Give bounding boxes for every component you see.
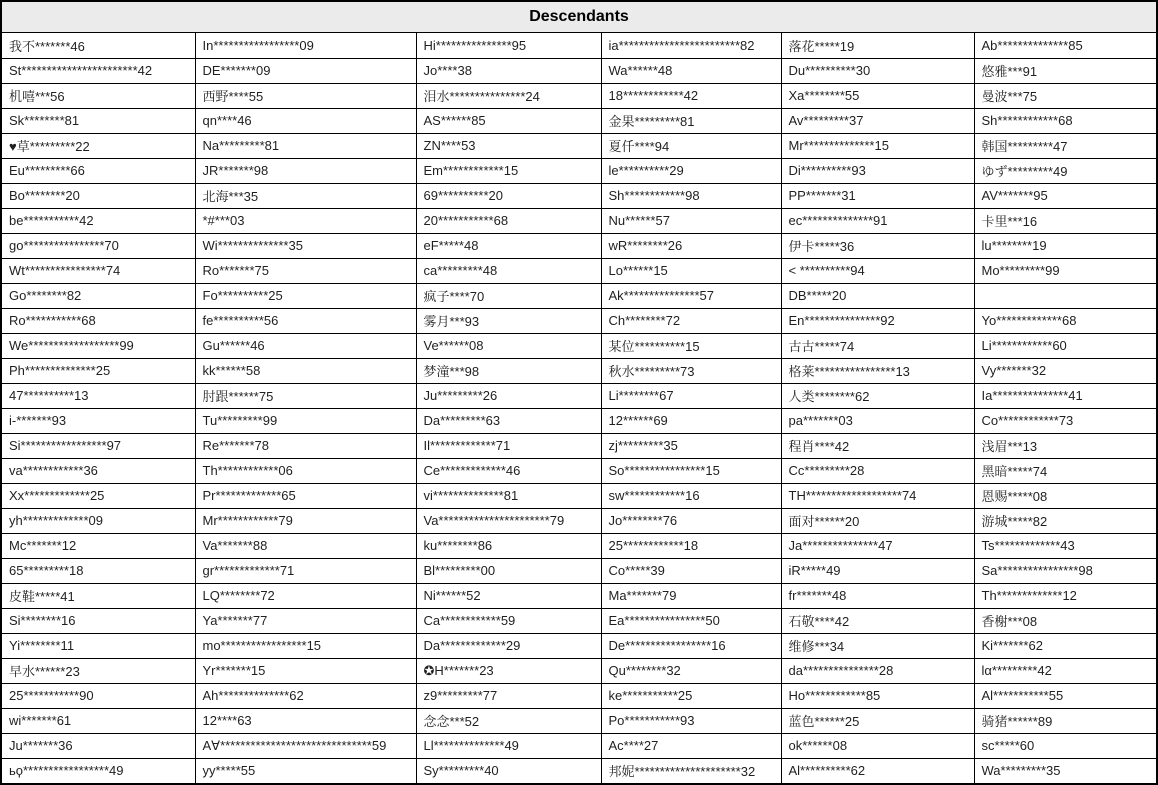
table-cell: ec**************91	[781, 208, 974, 233]
table-row	[2, 183, 1158, 208]
table-cell: Ho************85	[781, 683, 974, 708]
table-row	[2, 308, 1158, 333]
table-cell: Ma*******79	[601, 583, 781, 608]
table-cell: 梦潼***98	[416, 358, 601, 383]
table-cell: Th*************12	[974, 583, 1158, 608]
table-cell: z9*********77	[416, 683, 601, 708]
table-cell: 47**********13	[2, 383, 195, 408]
table-cell: Sh************68	[974, 108, 1158, 133]
table-cell: Xa********55	[781, 83, 974, 108]
table-cell: 雾月***93	[416, 308, 601, 333]
table-cell: wR********26	[601, 233, 781, 258]
table-cell: 游城*****82	[974, 508, 1158, 533]
table-cell: Mr************79	[195, 508, 416, 533]
table-cell: Sa****************98	[974, 558, 1158, 583]
table-cell: Vy*******32	[974, 358, 1158, 383]
table-cell: 卡里***16	[974, 208, 1158, 233]
table-cell: Lo******15	[601, 258, 781, 283]
table-cell: Yo*************68	[974, 308, 1158, 333]
table-cell: 早水******23	[2, 658, 195, 683]
table-cell: kk******58	[195, 358, 416, 383]
table-cell: JR*******98	[195, 158, 416, 183]
table-cell: eF*****48	[416, 233, 601, 258]
table-cell: Ts*************43	[974, 533, 1158, 558]
table-cell: Mr**************15	[781, 133, 974, 158]
table-row	[2, 758, 1158, 783]
table-cell: ku********86	[416, 533, 601, 558]
table-row	[2, 158, 1158, 183]
table-cell: De*****************16	[601, 633, 781, 658]
table-row	[2, 533, 1158, 558]
panel-title: Descendants	[529, 8, 629, 25]
table-cell: Va*******88	[195, 533, 416, 558]
table-cell: Yi********11	[2, 633, 195, 658]
table-cell: Jo****38	[416, 58, 601, 83]
table-cell: 12******69	[601, 408, 781, 433]
table-cell: 18************42	[601, 83, 781, 108]
table-row	[2, 133, 1158, 158]
table-cell: Jo********76	[601, 508, 781, 533]
table-cell: 人类********62	[781, 383, 974, 408]
table-cell: Ro***********68	[2, 308, 195, 333]
table-cell: ゆず*********49	[974, 158, 1158, 183]
table-cell: Ak***************57	[601, 283, 781, 308]
table-cell: 西野****55	[195, 83, 416, 108]
table-cell: Bl*********00	[416, 558, 601, 583]
table-cell: 格莱****************13	[781, 358, 974, 383]
table-cell: 12****63	[195, 708, 416, 733]
table-cell: Hi***************95	[416, 33, 601, 58]
table-cell: 25***********90	[2, 683, 195, 708]
table-cell: 肘跟******75	[195, 383, 416, 408]
table-cell: 程肖****42	[781, 433, 974, 458]
table-cell: 北海***35	[195, 183, 416, 208]
table-cell: sw************16	[601, 483, 781, 508]
table-cell: sc*****60	[974, 733, 1158, 758]
table-row	[2, 483, 1158, 508]
table-row	[2, 608, 1158, 633]
table-cell: *#***03	[195, 208, 416, 233]
table-cell: Al**********62	[781, 758, 974, 783]
table-cell: lα*********42	[974, 658, 1158, 683]
table-cell: pa*******03	[781, 408, 974, 433]
table-cell: Da*************29	[416, 633, 601, 658]
table-cell: Sy*********40	[416, 758, 601, 783]
table-row	[2, 558, 1158, 583]
table-cell: Si*****************97	[2, 433, 195, 458]
table-cell: mo*****************15	[195, 633, 416, 658]
table-cell: Ja***************47	[781, 533, 974, 558]
table-cell: qn****46	[195, 108, 416, 133]
table-cell: Nu******57	[601, 208, 781, 233]
table-cell: Ph**************25	[2, 358, 195, 383]
table-cell: ca*********48	[416, 258, 601, 283]
table-cell: Po***********93	[601, 708, 781, 733]
table-cell: vi**************81	[416, 483, 601, 508]
table-cell: Pr*************65	[195, 483, 416, 508]
table-cell: AS******85	[416, 108, 601, 133]
table-cell: Ro*******75	[195, 258, 416, 283]
table-cell: i-*******93	[2, 408, 195, 433]
table-cell: 恩赐*****08	[974, 483, 1158, 508]
table-cell: 面对******20	[781, 508, 974, 533]
table-cell: 机嘻***56	[2, 83, 195, 108]
table-cell: 20***********68	[416, 208, 601, 233]
table-cell: We******************99	[2, 333, 195, 358]
table-cell: Li************60	[974, 333, 1158, 358]
table-cell: Ni******52	[416, 583, 601, 608]
table-cell: Av*********37	[781, 108, 974, 133]
table-cell: 古古*****74	[781, 333, 974, 358]
table-row	[2, 683, 1158, 708]
table-cell: Da*********63	[416, 408, 601, 433]
table-cell: Go********82	[2, 283, 195, 308]
table-row	[2, 658, 1158, 683]
table-cell: wi*******61	[2, 708, 195, 733]
table-row	[2, 733, 1158, 758]
table-row	[2, 283, 1158, 308]
table-cell: Di**********93	[781, 158, 974, 183]
table-row	[2, 208, 1158, 233]
table-cell: fr*******48	[781, 583, 974, 608]
table-cell: ke***********25	[601, 683, 781, 708]
table-cell: So****************15	[601, 458, 781, 483]
table-cell: En***************92	[781, 308, 974, 333]
table-cell: Ab**************85	[974, 33, 1158, 58]
table-cell: Fo**********25	[195, 283, 416, 308]
table-cell: Co*****39	[601, 558, 781, 583]
table-cell: Sk********81	[2, 108, 195, 133]
table-cell: St***********************42	[2, 58, 195, 83]
table-cell: Wa******48	[601, 58, 781, 83]
table-cell: 曼波***75	[974, 83, 1158, 108]
table-cell: TH*******************74	[781, 483, 974, 508]
table-body	[2, 33, 1158, 783]
table-cell: 韩国*********47	[974, 133, 1158, 158]
table-cell: 浅眉***13	[974, 433, 1158, 458]
table-row	[2, 708, 1158, 733]
table-cell: Si********16	[2, 608, 195, 633]
table-cell: 疯子****70	[416, 283, 601, 308]
table-cell: 某位**********15	[601, 333, 781, 358]
table-cell: 秋水*********73	[601, 358, 781, 383]
table-row	[2, 633, 1158, 658]
table-cell: 石敬****42	[781, 608, 974, 633]
table-row	[2, 258, 1158, 283]
table-cell: Du**********30	[781, 58, 974, 83]
table-cell: go****************70	[2, 233, 195, 258]
table-cell: ZN****53	[416, 133, 601, 158]
table-cell: da***************28	[781, 658, 974, 683]
table-cell: 金果*********81	[601, 108, 781, 133]
table-cell: Re*******78	[195, 433, 416, 458]
table-cell: Ce*************46	[416, 458, 601, 483]
table-row	[2, 33, 1158, 58]
table-cell: 25************18	[601, 533, 781, 558]
table-cell: Ea****************50	[601, 608, 781, 633]
table-cell: Co************73	[974, 408, 1158, 433]
table-cell: DB*****20	[781, 283, 974, 308]
table-cell: DE*******09	[195, 58, 416, 83]
table-cell: 皮鞋*****41	[2, 583, 195, 608]
table-cell: Qu********32	[601, 658, 781, 683]
descendants-table	[2, 33, 1158, 784]
table-cell: 65*********18	[2, 558, 195, 583]
table-cell: ✪H*******23	[416, 658, 601, 683]
table-cell: 悠雅***91	[974, 58, 1158, 83]
table-cell: Ca************59	[416, 608, 601, 633]
table-cell: In*****************09	[195, 33, 416, 58]
table-cell: be***********42	[2, 208, 195, 233]
table-cell: zj*********35	[601, 433, 781, 458]
table-row	[2, 233, 1158, 258]
table-cell: Al***********55	[974, 683, 1158, 708]
table-cell: Ve******08	[416, 333, 601, 358]
table-cell: AV*******95	[974, 183, 1158, 208]
table-cell: Li********67	[601, 383, 781, 408]
table-cell: 夏仟****94	[601, 133, 781, 158]
table-cell: 泪水***************24	[416, 83, 601, 108]
table-row	[2, 358, 1158, 383]
table-cell: Xx*************25	[2, 483, 195, 508]
table-cell: Ya*******77	[195, 608, 416, 633]
table-cell: Tu*********99	[195, 408, 416, 433]
table-cell: 落花*****19	[781, 33, 974, 58]
table-cell: < **********94	[781, 258, 974, 283]
table-row	[2, 458, 1158, 483]
table-cell: Ah**************62	[195, 683, 416, 708]
table-row	[2, 383, 1158, 408]
table-cell: 骑猪******89	[974, 708, 1158, 733]
table-cell: 伊卡*****36	[781, 233, 974, 258]
table-cell: Th************06	[195, 458, 416, 483]
table-cell: Wi**************35	[195, 233, 416, 258]
table-cell: 蓝色******25	[781, 708, 974, 733]
table-cell: 香榭***08	[974, 608, 1158, 633]
table-cell: ♥草*********22	[2, 133, 195, 158]
table-cell: LQ********72	[195, 583, 416, 608]
table-cell: Ia***************41	[974, 383, 1158, 408]
table-cell: A∀******************************59	[195, 733, 416, 758]
table-cell: 我不*******46	[2, 33, 195, 58]
table-cell: Ac****27	[601, 733, 781, 758]
table-cell: ьϙ*****************49	[2, 758, 195, 783]
table-row	[2, 433, 1158, 458]
table-cell: ia************************82	[601, 33, 781, 58]
table-row	[2, 583, 1158, 608]
table-cell: gr*************71	[195, 558, 416, 583]
table-cell: Va**********************79	[416, 508, 601, 533]
table-row	[2, 58, 1158, 83]
table-cell: iR*****49	[781, 558, 974, 583]
table-cell: 念念***52	[416, 708, 601, 733]
table-cell: Em************15	[416, 158, 601, 183]
table-cell: Sh************98	[601, 183, 781, 208]
table-row	[2, 108, 1158, 133]
table-cell: Il*************71	[416, 433, 601, 458]
table-cell: Ll**************49	[416, 733, 601, 758]
table-cell: Ju*********26	[416, 383, 601, 408]
table-cell: PP*******31	[781, 183, 974, 208]
table-row	[2, 83, 1158, 108]
table-cell: yy*****55	[195, 758, 416, 783]
table-cell: 69**********20	[416, 183, 601, 208]
table-cell: Ki*******62	[974, 633, 1158, 658]
table-cell: Bo********20	[2, 183, 195, 208]
table-cell: 维修***34	[781, 633, 974, 658]
table-cell: yh*************09	[2, 508, 195, 533]
table-cell: Ch********72	[601, 308, 781, 333]
table-cell: Gu******46	[195, 333, 416, 358]
table-cell: 邦妮*********************32	[601, 758, 781, 783]
table-cell: lu********19	[974, 233, 1158, 258]
table-cell: Cc*********28	[781, 458, 974, 483]
table-row	[2, 508, 1158, 533]
table-cell: Wa*********35	[974, 758, 1158, 783]
table-cell: 黑暗*****74	[974, 458, 1158, 483]
table-cell: Ju*******36	[2, 733, 195, 758]
table-cell: fe**********56	[195, 308, 416, 333]
table-cell: Eu*********66	[2, 158, 195, 183]
table-cell: Mc*******12	[2, 533, 195, 558]
table-cell: Mo*********99	[974, 258, 1158, 283]
table-cell: va************36	[2, 458, 195, 483]
table-cell: Yr*******15	[195, 658, 416, 683]
table-cell	[974, 283, 1158, 308]
panel-header	[2, 2, 1156, 33]
table-cell: ok******08	[781, 733, 974, 758]
table-cell: le**********29	[601, 158, 781, 183]
table-row	[2, 333, 1158, 358]
table-row	[2, 408, 1158, 433]
table-cell: Na*********81	[195, 133, 416, 158]
table-cell: Wt****************74	[2, 258, 195, 283]
